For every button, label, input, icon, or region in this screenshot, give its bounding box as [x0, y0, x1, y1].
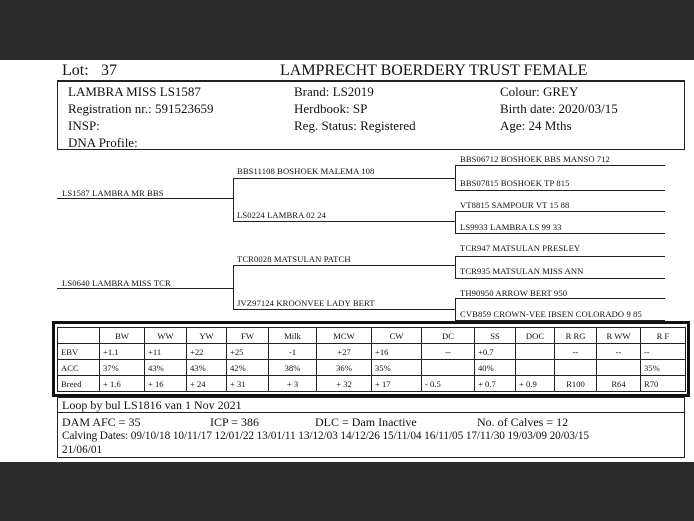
ebv-table — [57, 327, 686, 392]
table-cell: + 3 — [269, 376, 317, 392]
table-cell: +11 — [145, 344, 187, 360]
ebv-row — [58, 344, 686, 360]
gen3-ancestor: CVB859 CROWN-VEE IBSEN COLORADO 9 85 — [460, 309, 642, 319]
table-cell: + 0.7 — [475, 376, 516, 392]
col-header: Milk — [269, 328, 317, 344]
col-header: DC — [422, 328, 475, 344]
col-header: R RG — [555, 328, 597, 344]
table-cell: + 24 — [187, 376, 227, 392]
table-cell: R100 — [555, 376, 597, 392]
row-label: EBV — [58, 344, 100, 360]
registration-number: Registration nr.: 591523659 — [68, 101, 214, 116]
gen3-ancestor: TH90950 ARROW BERT 950 — [460, 288, 568, 298]
seller-name: LAMPRECHT BOERDERY TRUST FEMALE — [280, 62, 588, 79]
gen3-ancestor: TCR935 MATSULAN MISS ANN — [460, 266, 584, 276]
insp-label: INSP: — [68, 118, 100, 133]
row-label: Breed — [58, 376, 100, 392]
sire-name: LS1587 LAMBRA MR BBS — [62, 188, 164, 198]
col-header: BW — [100, 328, 145, 344]
col-header: FW — [227, 328, 269, 344]
col-header: SS — [475, 328, 516, 344]
ebv-header-row — [58, 328, 686, 344]
lot-number: 37 — [101, 62, 117, 79]
table-cell: +16 — [372, 344, 422, 360]
sire-sire-name: BBS11108 BOSHOEK MALEMA 108 — [237, 166, 375, 176]
table-cell: 35% — [641, 360, 686, 376]
col-header: R F — [641, 328, 686, 344]
catalogue-sheet — [0, 60, 694, 462]
animal-name: LAMBRA MISS LS1587 — [68, 84, 201, 99]
dam-afc: DAM AFC = 35 — [62, 415, 141, 429]
calving-dates: Calving Dates: 09/10/18 10/11/17 12/01/22 13/01/11 13/12/03 14/12/26 15/11/04 16/11/05 17/11/30 19/03/09 20/03/15 — [62, 430, 589, 442]
table-cell: R70 — [641, 376, 686, 392]
gen3-ancestor: LS9933 LAMBRA LS 99 33 — [460, 222, 562, 232]
number-of-calves: No. of Calves = 12 — [477, 415, 569, 429]
table-cell: 38% — [269, 360, 317, 376]
table-cell: +25 — [227, 344, 269, 360]
table-cell: 40% — [475, 360, 516, 376]
table-cell — [555, 360, 597, 376]
gen3-ancestor: BBS07815 BOSHOEK TP 815 — [460, 178, 570, 188]
loop-note: Loop by bul LS1816 van 1 Nov 2021 — [62, 398, 242, 412]
col-header: WW — [145, 328, 187, 344]
table-cell: + 16 — [145, 376, 187, 392]
gen3-ancestor: BBS06712 BOSHOEK BBS MANSO 712 — [460, 154, 611, 164]
acc-row — [58, 360, 686, 376]
table-cell: -- — [422, 344, 475, 360]
dna-profile-label: DNA Profile: — [68, 135, 138, 150]
row-label: ACC — [58, 360, 100, 376]
table-cell: - 0.5 — [422, 376, 475, 392]
birth-date: Birth date: 2020/03/15 — [500, 101, 618, 116]
table-cell: +22 — [187, 344, 227, 360]
table-cell: +0.7 — [475, 344, 516, 360]
col-header: YW — [187, 328, 227, 344]
table-cell: R64 — [597, 376, 641, 392]
table-cell: 36% — [317, 360, 372, 376]
table-cell: + 31 — [227, 376, 269, 392]
sire-dam-name: LS0224 LAMBRA 02 24 — [237, 210, 327, 220]
table-cell: 42% — [227, 360, 269, 376]
col-header: R WW — [597, 328, 641, 344]
table-cell — [516, 360, 555, 376]
table-cell: + 17 — [372, 376, 422, 392]
table-cell: 43% — [187, 360, 227, 376]
table-cell: +1.1 — [100, 344, 145, 360]
table-cell: 35% — [372, 360, 422, 376]
table-cell — [516, 344, 555, 360]
calving-dates-continued: 21/06/01 — [62, 444, 103, 456]
table-cell: + 1.6 — [100, 376, 145, 392]
breed-row — [58, 376, 686, 392]
col-header: MCW — [317, 328, 372, 344]
table-cell — [422, 360, 475, 376]
col-header — [58, 328, 100, 344]
dam-name: LS0640 LAMBRA MISS TCR — [62, 278, 171, 288]
icp: ICP = 386 — [210, 415, 259, 429]
table-cell: 43% — [145, 360, 187, 376]
table-cell — [597, 360, 641, 376]
reg-status: Reg. Status: Registered — [294, 118, 416, 133]
age: Age: 24 Mths — [500, 118, 572, 133]
herdbook: Herdbook: SP — [294, 101, 368, 116]
table-cell: -1 — [269, 344, 317, 360]
table-cell: 37% — [100, 360, 145, 376]
gen3-ancestor: TCR947 MATSULAN PRESLEY — [460, 243, 581, 253]
table-cell: + 32 — [317, 376, 372, 392]
col-header: DOC — [516, 328, 555, 344]
gen3-ancestor: VT8815 SAMPOUR VT 15 88 — [460, 200, 570, 210]
table-cell: -- — [641, 344, 686, 360]
table-cell: + 0.9 — [516, 376, 555, 392]
col-header: CW — [372, 328, 422, 344]
colour: Colour: GREY — [500, 84, 579, 99]
dlc: DLC = Dam Inactive — [315, 415, 417, 429]
table-cell: +27 — [317, 344, 372, 360]
dam-dam-name: JVZ97124 KROONVEE LADY BERT — [237, 298, 375, 308]
table-cell: -- — [597, 344, 641, 360]
brand: Brand: LS2019 — [294, 84, 374, 99]
table-cell: -- — [555, 344, 597, 360]
lot-label: Lot: — [62, 62, 89, 79]
dam-sire-name: TCR0028 MATSULAN PATCH — [237, 254, 351, 264]
